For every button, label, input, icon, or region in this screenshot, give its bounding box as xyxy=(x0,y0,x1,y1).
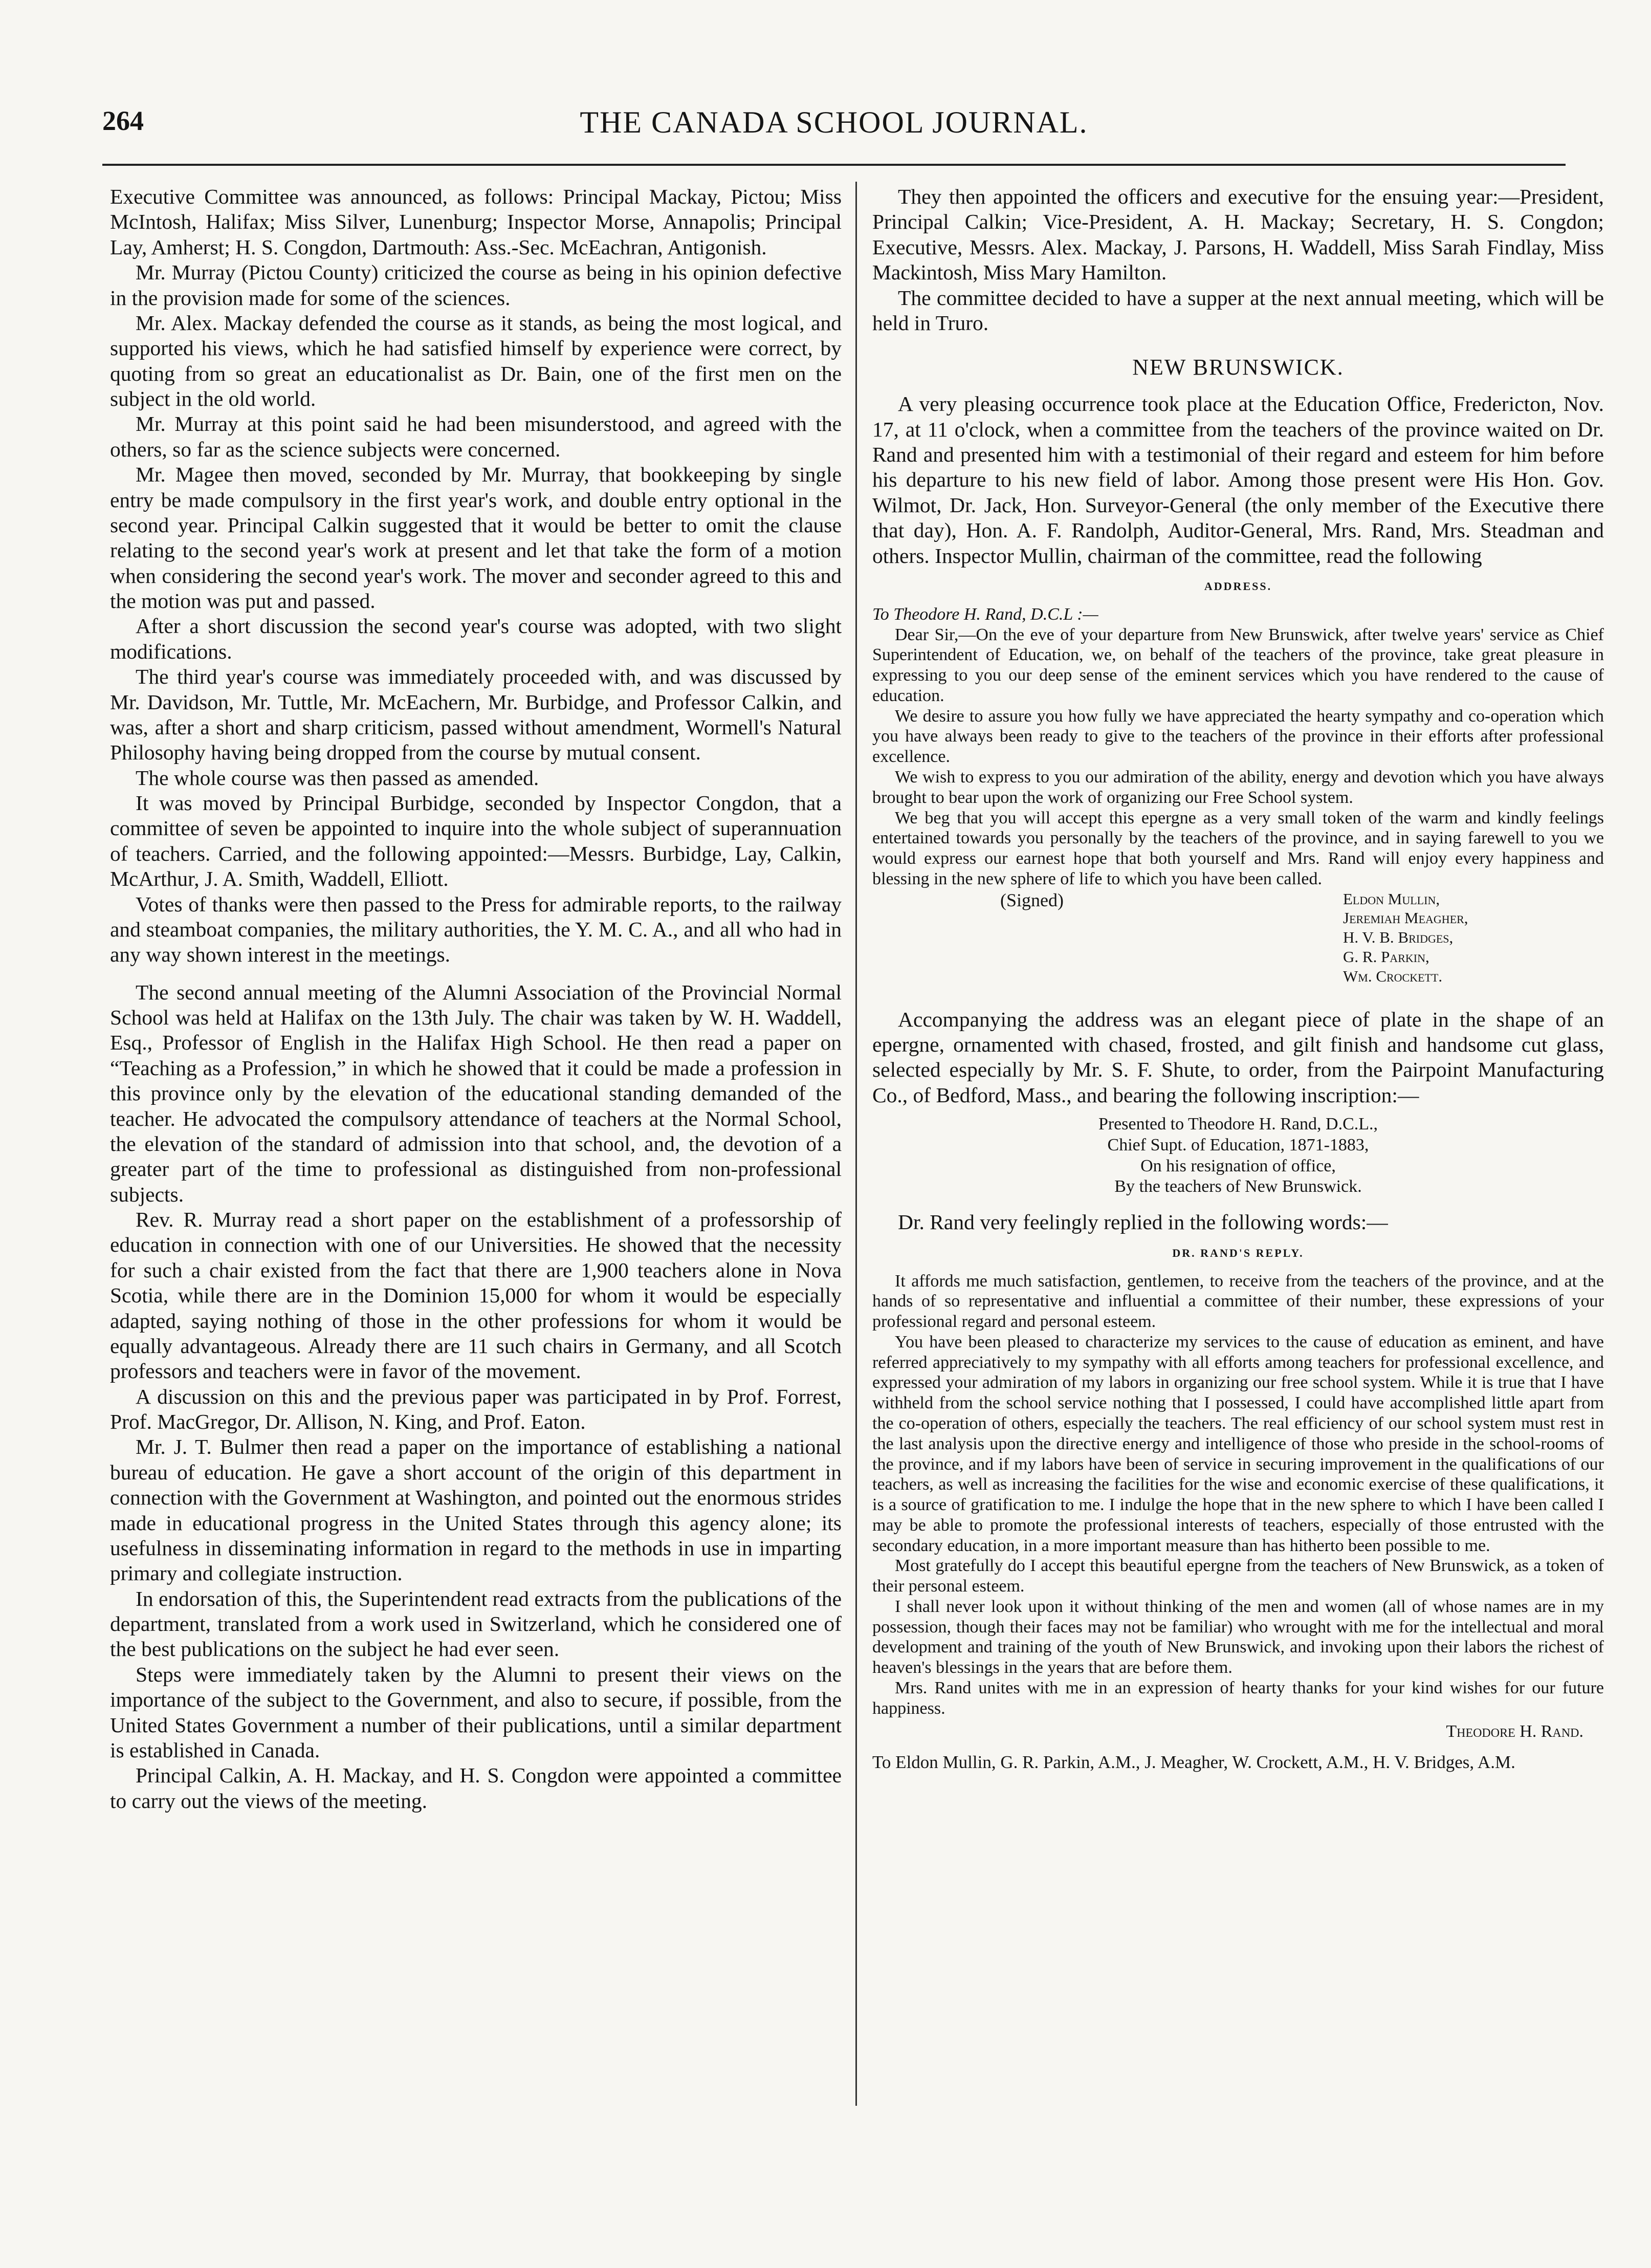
inscription-line: On his resignation of office, xyxy=(1140,1156,1336,1175)
paragraph: They then appointed the officers and executive for the ensuing year:—President, Principal Calkin; Vice-President, A. H. Mackay; Secretary, H. S. Congdon; Executive, Messrs. Alex. Mackay, J. Parsons, H. Waddell, Miss Sarah Findlay, Miss Mackintosh, Miss Mary Hamilton. xyxy=(872,185,1604,285)
paragraph: A discussion on this and the previous paper was participated in by Prof. Forrest, Prof. MacGregor, Dr. Allison, N. King, and Prof. Eaton. xyxy=(110,1384,842,1433)
address-salutation: To Theodore H. Rand, D.C.L :— xyxy=(872,604,1098,624)
paragraph: The committee decided to have a supper at the next annual meeting, which will be held in Truro. xyxy=(872,286,1604,335)
paragraph: The third year's course was immediately proceeded with, and was discussed by Mr. Davidson, Mr. Tuttle, Mr. McEachern, Mr. Burbidge, and Professor Calkin, and was, after a short and sharp criticism, passed without amendment, Wormell's Natural Philosophy having being dropped from the course by mutual consent. xyxy=(110,665,842,765)
signatory: H. V. B. Bridges, xyxy=(1343,928,1454,947)
paragraph: Mr. Magee then moved, seconded by Mr. Murray, that bookkeeping by single entry be made compulsory in the first year's work, and double entry optional in the second year. Principal Calkin suggested that it would be better to omit the clause relating to the second year's work at present and let that take the form of a motion when considering the second year's work. The mover and seconder agreed to this and the motion was put and passed. xyxy=(110,463,842,613)
reply-intro: Dr. Rand very feelingly replied in the following words:— xyxy=(898,1210,1388,1234)
inscription-line: Presented to Theodore H. Rand, D.C.L., xyxy=(1098,1115,1378,1134)
signature-block xyxy=(872,889,1604,1007)
paragraph: A very pleasing occurrence took place at the Education Office, Fredericton, Nov. 17, at 11 o'clock, when a committee from the teachers of the province waited on Dr. Rand and presented him with a testimonial of their regard and esteem for him before his departure to his new field of labor. Among those present were His Hon. Gov. Wilmot, Dr. Jack, Hon. Surveyor-General (the only member of the Executive there that day), Hon. A. F. Randolph, Auditor-General, Mrs. Rand, Mrs. Steadman and others. Inspector Mullin, chairman of the committee, read the following xyxy=(872,392,1604,568)
inscription xyxy=(872,1114,1604,1197)
header-rule xyxy=(102,164,1566,166)
section-heading: NEW BRUNSWICK. xyxy=(1132,355,1344,380)
inscription-line: Chief Supt. of Education, 1871-1883, xyxy=(1107,1135,1369,1154)
reply-heading: DR. RAND'S REPLY. xyxy=(1172,1246,1304,1259)
paragraph: Votes of thanks were then passed to the Press for admirable reports, to the railway and steamboat companies, the military authorities, the Y. M. C. A., and all who had in any way shown interest in the meetings. xyxy=(110,892,842,967)
reply-paragraph: You have been pleased to characterize my services to the cause of education as eminent, and have referred appreciatively to my sympathy with all efforts among teachers for professional excellence, and expressed your admiration of my labors in organizing our free school system. While it is true that I have withheld from the school service nothing that I possessed, I could have accomplished little apart from the co-operation of others, especially the teachers. The real efficiency of our school system must rest in the last analysis upon the directive energy and intelligence of those who preside in the school-rooms of the province, and if my labors have been of service in securing improvement in the qualifications of our teachers, as well as increasing the facilities for the wise and economic exercise of these qualifications, it is a source of gratification to me. I indulge the hope that in the new sphere to which I have been called I may be able to promote the professional interests of teachers, especially of those entrusted with the secondary education, in a more important measure than has hitherto been possible to me. xyxy=(872,1332,1604,1555)
reply-paragraph: Mrs. Rand unites with me in an expression of hearty thanks for your kind wishes for our future happiness. xyxy=(872,1678,1604,1718)
paragraph: Rev. R. Murray read a short paper on the establishment of a professorship of education in connection with one of our Universities. He showed that the necessity for such a chair existed from the fact that there are 1,900 teachers alone in Nova Scotia, while there are in the Dominion 15,000 for whom it would be especially adapted, saying nothing of those in the other professions for whom it would be equally advantageous. Already there are 11 such chairs in Germany, and all Scotch professors and teachers were in favor of the movement. xyxy=(110,1208,842,1383)
reply-paragraph: I shall never look upon it without thinking of the men and women (all of whose names are in my possession, though their faces may not be familiar) who wrought with me for the intellectual and moral development and training of the youth of New Brunswick, and invoking upon their labors the richest of heaven's blessings in the years that are before them. xyxy=(872,1597,1604,1677)
section-gap xyxy=(110,968,842,980)
reply-body xyxy=(872,1271,1604,1719)
signatory: G. R. Parkin, xyxy=(1343,948,1429,966)
paragraph: The second annual meeting of the Alumni Association of the Provincial Normal School was held at Halifax on the 13th July. The chair was taken by W. H. Waddell, Esq., Professor of English in the Halifax High School. He then read a paper on “Teaching as a Profession,” in which he showed that it could be made a profession in this province only by the elevation of the educational standing demanded of the teacher. He advocated the compulsory attendance of teachers at the Normal School, the elevation of the standard of admission into that school, and, the devotion of a greater part of the time to professional as distinguished from non-professional subjects. xyxy=(110,980,842,1206)
paragraph: Mr. Alex. Mackay defended the course as it stands, as being the most logical, and supported his views, which he had satisfied himself by experience were correct, by quoting from so great an educationalist as Dr. Bain, one of the first men on the subject in the old world. xyxy=(110,311,842,410)
address-paragraph: We desire to assure you how fully we have appreciated the hearty sympathy and co-operation which you have always been ready to give to the teachers of the province in their efforts after professional excellence. xyxy=(872,706,1604,767)
paragraph: Mr. Murray (Pictou County) criticized the course as being in his opinion defective in the provision made for some of the sciences. xyxy=(110,260,842,310)
signatory-list xyxy=(1343,889,1468,986)
paragraph: The whole course was then passed as amended. xyxy=(136,766,539,790)
signatory: Wm. Crockett. xyxy=(1343,967,1443,985)
reply-signoff: Theodore H. Rand. xyxy=(1446,1721,1583,1741)
left-column xyxy=(110,184,842,1814)
inscription-line: By the teachers of New Brunswick. xyxy=(1114,1177,1362,1196)
reply-paragraph: It affords me much satisfaction, gentlemen, to receive from the teachers of the province, and at the hands of so representative and influential a committee of their number, these expressions of your professional regard and personal esteem. xyxy=(872,1271,1604,1332)
address-body xyxy=(872,604,1604,889)
address-paragraph: Dear Sir,—On the eve of your departure from New Brunswick, after twelve years' service as Chief Superintendent of Education, we, on behalf of the teachers of the province, take great pleasure in expressing to you our deep sense of the eminent services which you have rendered to the cause of education. xyxy=(872,625,1604,705)
paragraph: Executive Committee was announced, as follows: Principal Mackay, Pictou; Miss McIntosh, Halifax; Miss Silver, Lunenburg; Inspector Morse, Annapolis; Principal Lay, Amherst; H. S. Congdon, Dartmouth: Ass.-Sec. McEachran, Antigonish. xyxy=(110,185,842,259)
journal-title: THE CANADA SCHOOL JOURNAL. xyxy=(580,105,1088,139)
paragraph: In endorsation of this, the Superintendent read extracts from the publications of the department, translated from a work used in Switzerland, which he considered one of the best publications on the subject he had ever seen. xyxy=(110,1586,842,1661)
signatory: Eldon Mullin, xyxy=(1343,889,1440,908)
signatory: Jeremiah Meagher, xyxy=(1343,909,1468,927)
paragraph: Mr. Murray at this point said he had been misunderstood, and agreed with the others, so far as the science subjects were concerned. xyxy=(110,412,842,461)
paragraph: Mr. J. T. Bulmer then read a paper on the importance of establishing a national bureau of education. He gave a short account of the origin of this department in connection with the Government at Washington, and pointed out the enormous strides made in educational progress in the United States through this agency alone; its usefulness in disseminating information in regard to the methods in use in imparting primary and collegiate instruction. xyxy=(110,1435,842,1585)
paragraph: It was moved by Principal Burbidge, seconded by Inspector Congdon, that a committee of seven be appointed to inquire into the whole subject of superannuation of teachers. Carried, and the following appointed:—Messrs. Burbidge, Lay, Calkin, McArthur, J. A. Smith, Waddell, Elliott. xyxy=(110,791,842,891)
reply-paragraph: Most gratefully do I accept this beautiful epergne from the teachers of New Brunswick, as a token of their personal esteem. xyxy=(872,1556,1604,1596)
column-divider xyxy=(855,182,857,2106)
address-paragraph: We wish to express to you our admiration of the ability, energy and devotion which you have always brought to bear upon the work of organizing our Free School system. xyxy=(872,768,1604,807)
address-heading: ADDRESS. xyxy=(1204,579,1272,593)
address-paragraph: We beg that you will accept this epergne as a very small token of the warm and kindly feelings entertained towards you personally by the teachers of the province, and in saying farewell to you we would express our earnest hope that both yourself and Mrs. Rand will enjoy every happiness and blessing in the new sphere of life to which you have been called. xyxy=(872,808,1604,888)
reply-addressee: To Eldon Mullin, G. R. Parkin, A.M., J. Meagher, W. Crockett, A.M., H. V. Bridges, A.M. xyxy=(872,1752,1515,1772)
page-number: 264 xyxy=(102,105,144,136)
paragraph: Steps were immediately taken by the Alumni to present their views on the importance of the subject to the Government, and also to secure, if possible, from the United States Government a number of their publications, until a similar department is established in Canada. xyxy=(110,1662,842,1762)
paragraph: After a short discussion the second year's course was adopted, with two slight modifications. xyxy=(110,614,842,663)
right-column xyxy=(872,184,1604,1773)
signed-label: (Signed) xyxy=(1000,889,1064,910)
paragraph: Principal Calkin, A. H. Mackay, and H. S. Congdon were appointed a committee to carry out the views of the meeting. xyxy=(110,1763,842,1813)
page-header xyxy=(102,105,1566,151)
paragraph: Accompanying the address was an elegant piece of plate in the shape of an epergne, ornamented with chased, frosted, and gilt finish and handsome cut glass, selected especially by Mr. S. F. Shute, to order, from the Pairpoint Manufacturing Co., of Bedford, Mass., and bearing the following inscription:— xyxy=(872,1007,1604,1107)
